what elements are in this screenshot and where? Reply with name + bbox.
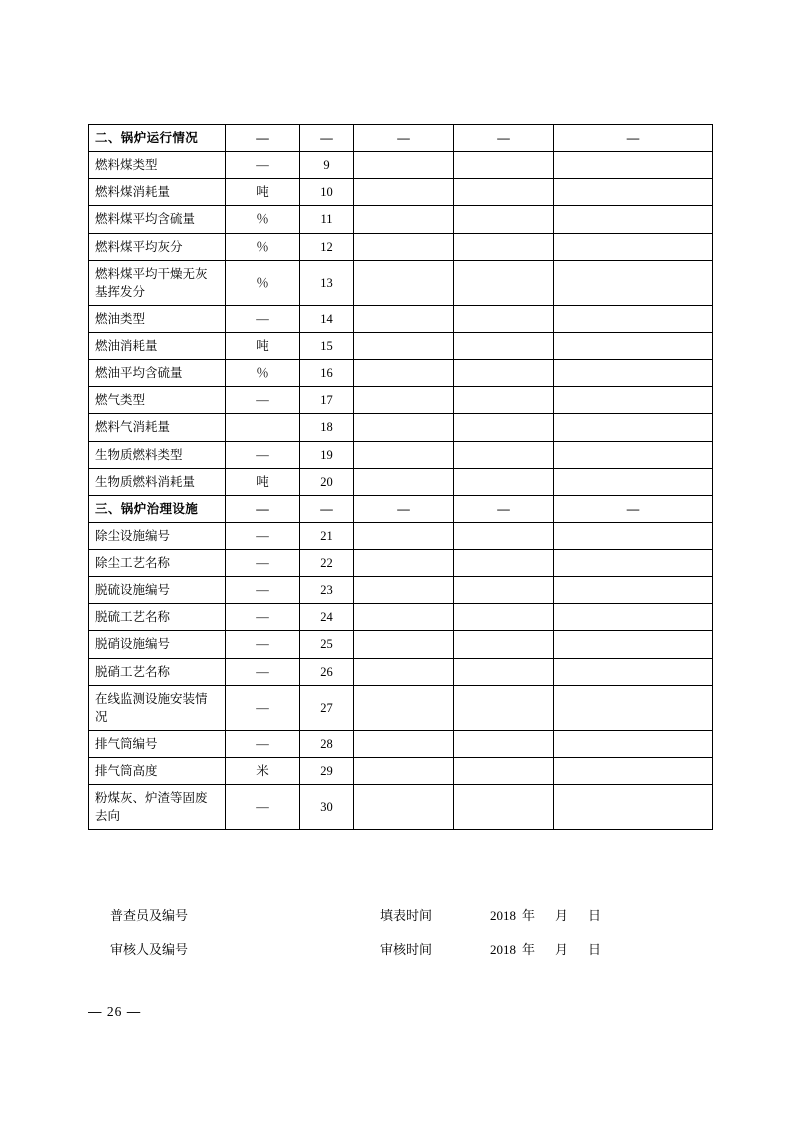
table-row [89, 758, 713, 785]
table-row [89, 387, 713, 414]
row-number: 26 [300, 658, 354, 685]
row-value-2[interactable] [454, 233, 554, 260]
row-value-2[interactable] [454, 658, 554, 685]
row-value-2[interactable]: — [454, 125, 554, 152]
footer-row-reviewer [88, 939, 712, 973]
row-value-3[interactable] [554, 758, 713, 785]
row-value-1[interactable] [354, 550, 454, 577]
table-row [89, 179, 713, 206]
table-row [89, 333, 713, 360]
row-value-3[interactable] [554, 333, 713, 360]
row-value-1[interactable] [354, 387, 454, 414]
row-value-1[interactable] [354, 179, 454, 206]
row-value-3[interactable] [554, 206, 713, 233]
row-value-3[interactable] [554, 441, 713, 468]
row-label: 除尘设施编号 [89, 522, 226, 549]
form-footer [88, 905, 712, 973]
fill-date-year-unit: 年 [522, 908, 536, 923]
row-label: 燃油消耗量 [89, 333, 226, 360]
row-unit: — [226, 522, 300, 549]
reviewer-label: 审核人及编号 [110, 942, 189, 957]
row-number: 20 [300, 468, 354, 495]
row-value-2[interactable] [454, 758, 554, 785]
fill-date-month-unit: 月 [555, 908, 569, 923]
page-number-value: 26 [106, 1004, 123, 1019]
table-row [89, 785, 713, 830]
row-label: 燃气类型 [89, 387, 226, 414]
row-unit: — [226, 730, 300, 757]
row-unit: — [226, 604, 300, 631]
row-unit [226, 414, 300, 441]
row-value-3[interactable] [554, 233, 713, 260]
table-row [89, 730, 713, 757]
row-value-1[interactable] [354, 206, 454, 233]
row-value-1[interactable]: — [354, 125, 454, 152]
row-value-2[interactable] [454, 522, 554, 549]
row-label: 排气筒编号 [89, 730, 226, 757]
table-row [89, 631, 713, 658]
row-value-3[interactable]: — [554, 125, 713, 152]
row-value-1[interactable] [354, 305, 454, 332]
row-value-2[interactable] [454, 441, 554, 468]
table-row [89, 305, 713, 332]
row-value-1[interactable] [354, 441, 454, 468]
row-value-1[interactable] [354, 785, 454, 830]
page-marker-right: — [126, 1004, 142, 1019]
row-value-3[interactable] [554, 577, 713, 604]
row-number: — [300, 495, 354, 522]
row-value-1[interactable] [354, 260, 454, 305]
table-row [89, 206, 713, 233]
row-number: 28 [300, 730, 354, 757]
row-value-2[interactable] [454, 631, 554, 658]
row-value-3[interactable] [554, 260, 713, 305]
row-unit: — [226, 631, 300, 658]
row-number: 29 [300, 758, 354, 785]
row-unit: ％ [226, 206, 300, 233]
row-unit: 米 [226, 758, 300, 785]
row-value-2[interactable] [454, 604, 554, 631]
row-value-1[interactable] [354, 152, 454, 179]
row-value-1[interactable] [354, 685, 454, 730]
row-number: 30 [300, 785, 354, 830]
row-value-3[interactable] [554, 414, 713, 441]
row-value-2[interactable] [454, 260, 554, 305]
row-value-2[interactable] [454, 468, 554, 495]
row-label: 燃料煤类型 [89, 152, 226, 179]
row-value-2[interactable] [454, 152, 554, 179]
row-unit: — [226, 785, 300, 830]
row-label: 除尘工艺名称 [89, 550, 226, 577]
row-label: 排气筒高度 [89, 758, 226, 785]
row-value-3[interactable] [554, 604, 713, 631]
table-row [89, 441, 713, 468]
row-label: 燃油平均含硫量 [89, 360, 226, 387]
row-number: 27 [300, 685, 354, 730]
table-row [89, 468, 713, 495]
footer-row-surveyor [88, 905, 712, 939]
row-value-2[interactable] [454, 785, 554, 830]
review-date-year-unit: 年 [522, 942, 536, 957]
row-label: 生物质燃料类型 [89, 441, 226, 468]
row-number: 21 [300, 522, 354, 549]
row-label: 三、锅炉治理设施 [89, 495, 226, 522]
table-row [89, 522, 713, 549]
row-value-3[interactable] [554, 550, 713, 577]
page-number [88, 1004, 288, 1020]
row-value-1[interactable]: — [354, 495, 454, 522]
row-value-2[interactable] [454, 550, 554, 577]
row-number: 9 [300, 152, 354, 179]
row-value-1[interactable] [354, 730, 454, 757]
row-label: 脱硝设施编号 [89, 631, 226, 658]
row-value-1[interactable] [354, 414, 454, 441]
row-value-1[interactable] [354, 333, 454, 360]
row-value-2[interactable] [454, 577, 554, 604]
boiler-survey-table-wrapper [88, 124, 712, 830]
fill-date-year: 2018 [490, 908, 516, 923]
row-value-3[interactable] [554, 152, 713, 179]
row-label: 生物质燃料消耗量 [89, 468, 226, 495]
row-label: 脱硝工艺名称 [89, 658, 226, 685]
table-row [89, 604, 713, 631]
table-row [89, 550, 713, 577]
row-number: 18 [300, 414, 354, 441]
row-label: 二、锅炉运行情况 [89, 125, 226, 152]
row-value-3[interactable] [554, 658, 713, 685]
row-value-1[interactable] [354, 758, 454, 785]
row-value-1[interactable] [354, 631, 454, 658]
row-unit: — [226, 152, 300, 179]
row-value-3[interactable] [554, 522, 713, 549]
row-label: 燃料煤平均灰分 [89, 233, 226, 260]
table-row [89, 495, 713, 522]
row-value-1[interactable] [354, 604, 454, 631]
row-value-2[interactable] [454, 305, 554, 332]
row-unit: — [226, 387, 300, 414]
review-date-label: 审核时间 [380, 942, 433, 957]
row-unit: — [226, 495, 300, 522]
surveyor-label: 普查员及编号 [110, 908, 189, 923]
row-value-3[interactable] [554, 631, 713, 658]
row-number: 25 [300, 631, 354, 658]
row-unit: — [226, 658, 300, 685]
review-date-year: 2018 [490, 942, 516, 957]
table-row [89, 658, 713, 685]
row-number: 13 [300, 260, 354, 305]
row-value-1[interactable] [354, 360, 454, 387]
review-date-value [490, 939, 712, 958]
row-number: 12 [300, 233, 354, 260]
row-label: 燃料煤平均干燥无灰基挥发分 [89, 260, 226, 305]
row-value-3[interactable] [554, 785, 713, 830]
table-row [89, 360, 713, 387]
row-label: 燃料煤平均含硫量 [89, 206, 226, 233]
row-value-2[interactable] [454, 414, 554, 441]
table-row [89, 260, 713, 305]
row-value-1[interactable] [354, 522, 454, 549]
row-label: 在线监测设施安装情况 [89, 685, 226, 730]
page-marker-left: — [88, 1004, 103, 1019]
row-value-1[interactable] [354, 658, 454, 685]
row-label: 粉煤灰、炉渣等固废去向 [89, 785, 226, 830]
row-unit: ％ [226, 360, 300, 387]
table-row [89, 233, 713, 260]
row-value-2[interactable] [454, 206, 554, 233]
row-value-3[interactable] [554, 468, 713, 495]
row-value-3[interactable] [554, 730, 713, 757]
row-number: 16 [300, 360, 354, 387]
row-value-3[interactable] [554, 360, 713, 387]
row-value-3[interactable] [554, 305, 713, 332]
row-unit: — [226, 550, 300, 577]
row-value-3[interactable]: — [554, 495, 713, 522]
row-value-1[interactable] [354, 577, 454, 604]
row-label: 燃料煤消耗量 [89, 179, 226, 206]
row-value-2[interactable] [454, 730, 554, 757]
row-value-2[interactable] [454, 387, 554, 414]
row-value-2[interactable] [454, 179, 554, 206]
row-unit: — [226, 685, 300, 730]
row-number: 15 [300, 333, 354, 360]
boiler-survey-table [88, 124, 713, 830]
row-unit: ％ [226, 233, 300, 260]
row-unit: — [226, 577, 300, 604]
table-row [89, 577, 713, 604]
row-value-2[interactable] [454, 333, 554, 360]
row-value-2[interactable]: — [454, 495, 554, 522]
table-row [89, 685, 713, 730]
row-number: 14 [300, 305, 354, 332]
review-date-month-unit: 月 [555, 942, 569, 957]
row-label: 燃料气消耗量 [89, 414, 226, 441]
table-body [89, 125, 713, 830]
row-number: 17 [300, 387, 354, 414]
row-unit: 吨 [226, 468, 300, 495]
row-value-2[interactable] [454, 685, 554, 730]
row-value-2[interactable] [454, 360, 554, 387]
row-number: 22 [300, 550, 354, 577]
row-number: 11 [300, 206, 354, 233]
row-label: 脱硫设施编号 [89, 577, 226, 604]
row-unit: — [226, 125, 300, 152]
row-number: — [300, 125, 354, 152]
row-number: 10 [300, 179, 354, 206]
row-number: 19 [300, 441, 354, 468]
row-number: 24 [300, 604, 354, 631]
fill-date-day-unit: 日 [588, 908, 602, 923]
table-row [89, 152, 713, 179]
table-row [89, 414, 713, 441]
row-value-1[interactable] [354, 233, 454, 260]
row-unit: — [226, 441, 300, 468]
fill-date-value [490, 905, 712, 924]
row-value-3[interactable] [554, 179, 713, 206]
row-unit: 吨 [226, 179, 300, 206]
review-date-day-unit: 日 [588, 942, 602, 957]
row-unit: ％ [226, 260, 300, 305]
row-label: 燃油类型 [89, 305, 226, 332]
fill-date-label: 填表时间 [380, 908, 433, 923]
row-label: 脱硫工艺名称 [89, 604, 226, 631]
row-value-1[interactable] [354, 468, 454, 495]
table-row [89, 125, 713, 152]
row-value-3[interactable] [554, 685, 713, 730]
row-unit: — [226, 305, 300, 332]
row-value-3[interactable] [554, 387, 713, 414]
row-unit: 吨 [226, 333, 300, 360]
row-number: 23 [300, 577, 354, 604]
